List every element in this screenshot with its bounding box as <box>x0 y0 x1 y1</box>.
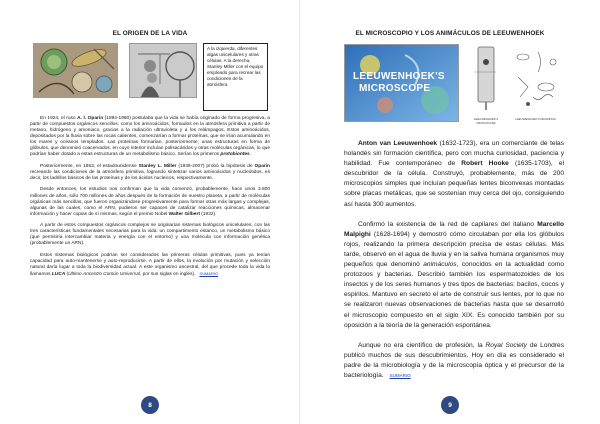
page-number-badge: 8 <box>141 396 159 414</box>
left-body-text <box>30 116 270 284</box>
paragraph-miller: Posteriormente, en 1953, el estadounidense Stanley L. Miller (1939-2007) probó la hipótesis de Oparin recreando las condiciones de la atmósfera primitiva, logrando sintetizar varios aminoácidos y nucleótidos, es decir, los ladrillos básicos de las proteínas y de los ácidos nucleicos, respectivamente. <box>30 163 270 181</box>
paragraph-origin-date: Desde entonces, los estudios nos confirman que la vida comenzó, probablemente, hace unos 3.800 millones de años, sólo 700 millones de años después de la formación de nuestro planeta, a partir de moléculas orgánicas más sencillas, que fueron organizándose progresivamente para formar otras más largas y complejas, algunas de las cuales, como el ARN, pudieron ser capaces de catalizar reacciones químicas, almacenar información y hacer copias de sí mismas, según el premio Nobel Walter Gilbert (1932). <box>30 187 270 217</box>
sumario-link[interactable]: SUMARIO <box>199 271 219 277</box>
right-page <box>300 0 600 424</box>
paragraph-malpighi: Confirmó la existencia de la red de capilares del italiano Marcello Malpighi (1628-1694) y demostró cómo circulaban por ella los glóbulos rojos, realizando la primera descripción precisa de estas células. Más tarde, observó en el agua de lluvia y en la saliva humana organismos muy pequeños que denominó animáculos, conocidos en la actualidad como protozoos y bacterias. Describió también los espermatozoides de los insectos y de los seres humanos y tres tipos de bacterias: bacilos, cocos y espirilos. Mantuvo en secreto el arte de construir sus lentes, por lo que no se realizaron nuevas observaciones de bacterias hasta que se desarrolló el microscopio compuesto en el siglo XIX. Es conocido también por su oposición a la teoría de la generación espontánea. <box>344 220 564 329</box>
paragraph-leeuwenhoek: Anton van Leeuwenhoek (1632-1723), era un comerciante de telas holandés sin formación científica, pero con mucha curiosidad, paciencia y habilidad. Fue contemporáneo de Robert Hooke (1635-1703), el descubridor de la célula. Construyó, probablemente, más de 200 microscopios simples que incluían pequeñas lentes biconvexas montadas sobre placas metálicas, que se sostenían muy cerca del ojo, consiguiendo así hasta 300 aumentos. <box>344 140 565 208</box>
diagram-label-drawings: LEEUWENHOEK'S DRAWINGS <box>515 117 556 121</box>
right-body-text <box>344 139 564 391</box>
paragraph-luca: Estos sistemas biológicos podrían ser considerados las primeras células primitivas, pues ya tenían capacidad para auto-mantenerse y auto-reproducirse. A partir de ellos, la evolución por mutación y selección natural daría lugar a toda la biodiversidad actual. A este organismo ancestral, del que procede toda la vida lo llamamos LUCA (Último Ancestro Común Universal, por sus siglas en inglés). SUMARIO <box>30 252 270 278</box>
stanley-miller-photo <box>129 43 197 98</box>
paragraph-oparin: En 1924, el ruso A. I. Oparin (1894-1980) postulaba que la vida se había originado de forma progresiva, a partir de compuestos orgánicos sencillos, como los aminoácidos, formados en la atmósfera primitiva a partir de metano, hidrógeno y amoniaco, gracias a la radiación ultravioleta y a los relámpagos. Estos aminoácidos, depositados por la lluvia sobre las rocas calientes, comenzarían a formar proteínas, que se irían acumulando en los mares y océanos templados. Las proteínas formarían, posteriormente, unas estructuras en forma de glóbulos, que denominó coacervados, en cuyo interior incluían polisacáridos y otras moléculas orgánicas, lo que podrían haber dotado a estas estructuras de un metabolismo básico. Serían los primeros protobiontes. <box>30 116 270 158</box>
paragraph-unicellular: A partir de estos compuestos orgánicos complejos se originarían sistemas biológicos unicelulares, con las tres características fundamentales necesarias para la vida: un compartimento estanco, un metabolismo básico (que permitiría intercambiar materia y energía con el entorno) y una molécula con información genética (probablemente un ARN). <box>30 223 270 247</box>
left-page-title: EL ORIGEN DE LA VIDA <box>112 30 188 37</box>
cover-title-line-1: LEEUWENHOEK'S <box>353 71 445 82</box>
sumario-link-right[interactable]: SUMARIO <box>389 372 411 378</box>
leeuwenhoek-cover-image <box>344 44 459 122</box>
drawings-diagram <box>508 42 563 122</box>
page-number-badge-right: 9 <box>441 396 459 414</box>
algae-photo <box>33 43 118 98</box>
microscope-diagram <box>466 42 506 125</box>
figure-caption: A la izquierda, diferentes algas unicelulares y otras células. A la derecha, Stanley Miller con el equipo empleado para recrear las condiciones de la atmósfera <box>203 43 268 111</box>
right-page-title: EL MICROSCOPIO Y LOS ANIMÁCULOS DE LEEUWENHOEK <box>355 30 545 37</box>
cover-title-line-2: MICROSCOPE <box>359 83 431 94</box>
diagram-label-microscope: LEEUWENHOEK'S MICROSCOPE <box>473 117 499 125</box>
paragraph-royal-society: Aunque no era científico de profesión, la Royal Society de Londres publicó muchos de sus descubrimientos. Hoy en día es considerado el padre de la microbiología y de la microscopía óptica y el precursor de la bacteriología. SUMARIO <box>344 341 564 379</box>
